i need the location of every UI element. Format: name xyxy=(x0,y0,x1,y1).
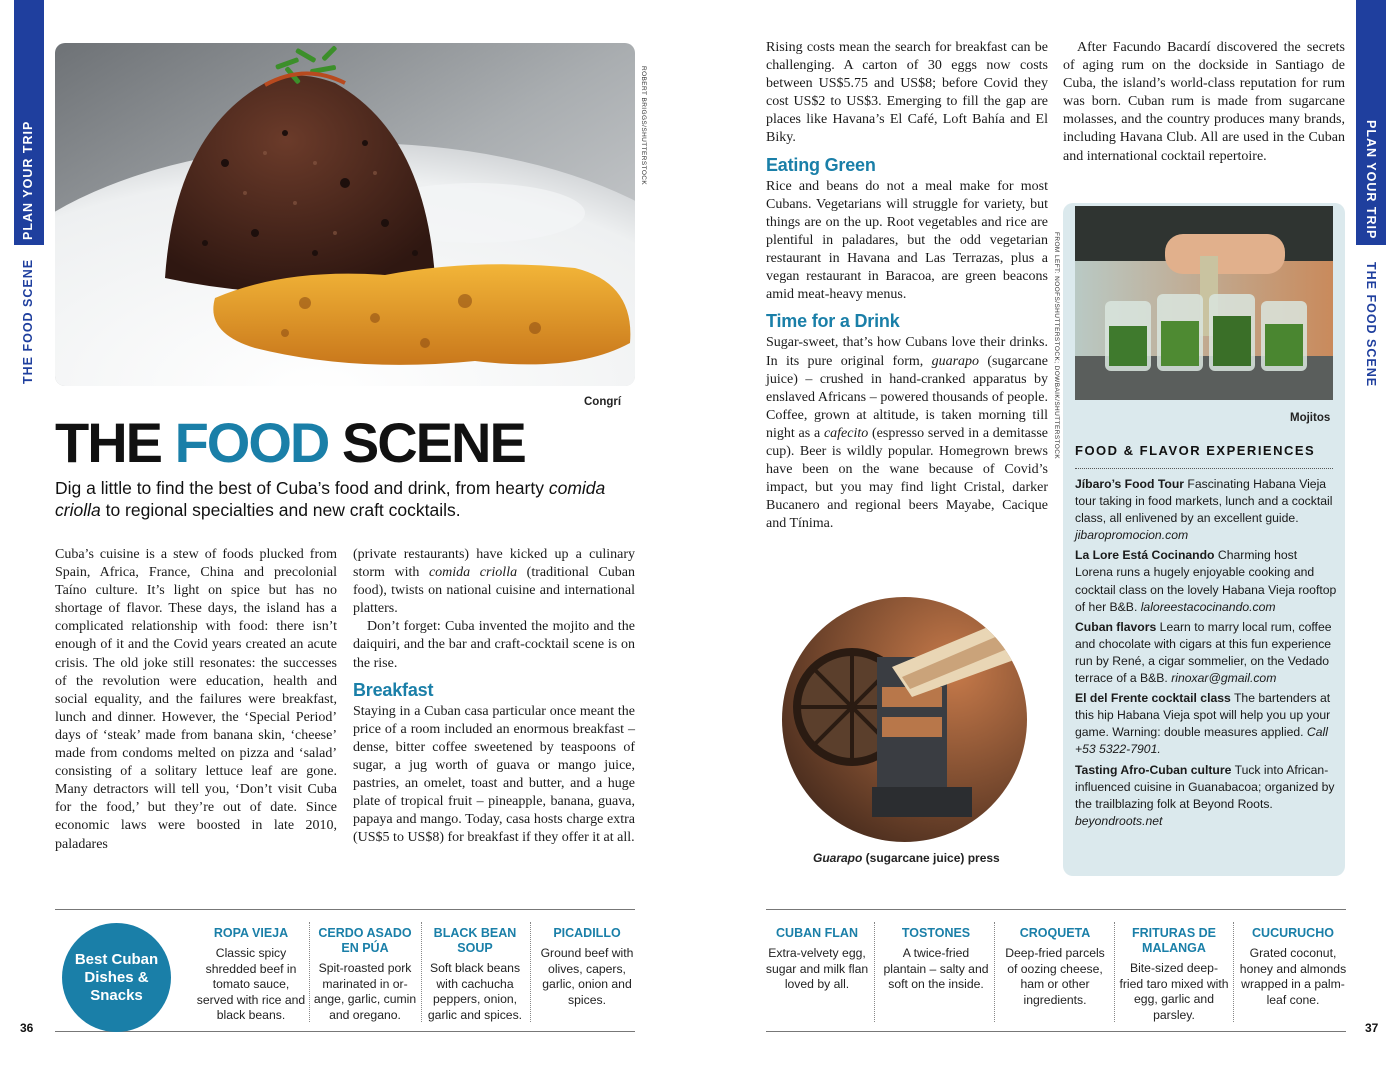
paragraph xyxy=(353,546,635,618)
heading-time-for-a-drink: Time for a Drink xyxy=(766,311,900,332)
title-part-1: THE xyxy=(55,411,175,474)
dish-desc: Grated coconut, honey and almonds wrapped in a palm-leaf cone. xyxy=(1239,946,1347,1007)
text: (espresso served in a demitasse cup). Beer is wildly popular. Homegrown brews have been on the wane because of Covid’s impact, but you may find light Cristal, darker Bucanero and regional beers Mayabe, Cacique and Tínima. xyxy=(766,425,1048,532)
divider xyxy=(1114,922,1115,1022)
list-item xyxy=(1075,762,1337,830)
dish-desc: Extra-velvety egg, sugar and milk flan loved by all. xyxy=(765,946,869,991)
dish-item xyxy=(196,926,306,1024)
photo-credit: FROM LEFT: NOOFS/SHUTTERSTOCK; DOWBAIK/SHUTTERSTOCK xyxy=(1053,232,1060,460)
standfirst-em: comida criolla xyxy=(55,478,606,520)
strip-rule xyxy=(766,909,1346,910)
paragraph: Cuba’s cuisine is a stew of foods plucked from Spain, Africa, France, China and precolonial Taíno culture. It’s light on spice but has no shortage of flavor. These days, the island has a complicated relationship with food: there isn’t enough of it and the Covid years created an acute crisis. The old joke still resonates: the successes of the revolution were education, health and social equality, and the failures were breakfast, lunch and dinner. However, the ‘Special Period’ days of ‘steak’ made from banana skin, ‘cheese’ made from condoms melted on pizza and ‘salad’ consisting of a solitary lettuce leaf are gone. Many detractors will tell you, ‘Don’t visit Cuba for the food,’ but they’re out of date. Since economic laws were boosted in late 2010, paladares xyxy=(55,547,337,852)
page-title xyxy=(55,410,525,475)
dish-name: PICADILLO xyxy=(553,926,621,940)
standfirst xyxy=(55,477,615,521)
title-accent: FOOD xyxy=(174,411,329,474)
paragraph: Rising costs mean the search for breakfast can be challenging. A carton of 30 eggs now costs between US$5.75 and US$8; before Covid they cost US$2 to US$3. Emerging to fill the gap are places like Havana’s El Café, Loft Bahía and El Biky. xyxy=(766,40,1048,146)
entry-name: Cuban flavors xyxy=(1075,619,1157,634)
dish-name: CERDO ASADO EN PÚA xyxy=(318,926,412,955)
body-column-4 xyxy=(1063,39,1345,166)
entry-text: Fascinating Habana Vieja tour taking in food markets, lunch and a cocktail class, all enlivened by an excellent guide. xyxy=(1075,477,1333,526)
guarapo-press-illustration xyxy=(782,597,1027,842)
heading-eating-green: Eating Green xyxy=(766,154,876,175)
paragraph: After Facundo Bacardí discovered the secrets of aging rum on the dockside in Santiago de Cuba, the island’s world-class reputation for rum was born. Cuban rum is made from sugarcane molasses, and the country produces many brands, including Havana Club. All are used in the Cuban and international cocktail repertoire. xyxy=(1063,40,1345,164)
body-column-2 xyxy=(353,546,635,848)
hero-photo-credit: ROBERT BRIGGS/SHUTTERSTOCK xyxy=(640,66,647,186)
dish-item xyxy=(420,926,530,1023)
dish-item xyxy=(1238,926,1348,1008)
standfirst-pre: Dig a little to find the best of Cuba’s food and drink, from hearty xyxy=(55,478,549,498)
entry-text: Tuck into African-influenced cuisine in Guanabacoa; organized by the trailblazing folk at Beyond Roots. xyxy=(1075,762,1335,811)
dish-desc: A twice-fried plantain – salty and soft on the inside. xyxy=(883,946,989,991)
dish-desc: Soft black beans with cachucha peppers, onion, garlic and spices. xyxy=(427,961,523,1022)
dish-item xyxy=(532,926,642,1008)
guarapo-caption xyxy=(813,851,1000,865)
paragraph: Don’t forget: Cuba invented the mojito and the daiquiri, and the bar and craft-cocktail scene is on the rise. xyxy=(353,619,635,671)
text-em: comida criolla xyxy=(428,565,518,581)
dish-name: CUCURUCHO xyxy=(1252,926,1334,940)
dish-item xyxy=(762,926,872,993)
dish-name: ROPA VIEJA xyxy=(213,926,289,940)
entry-name: Jíbaro’s Food Tour xyxy=(1075,477,1185,491)
page-number: 37 xyxy=(1365,1021,1379,1035)
text: (private restaurants) have kicked up a culinary storm with xyxy=(353,547,635,581)
title-part-2: SCENE xyxy=(328,411,525,474)
dish-item xyxy=(1000,926,1110,1008)
mojitos-illustration xyxy=(1075,206,1333,400)
heading-breakfast: Breakfast xyxy=(353,679,434,700)
best-dishes-badge: Best Cuban Dishes & Snacks xyxy=(62,923,171,1032)
sidebar-title: FOOD & FLAVOR EXPERIENCES xyxy=(1075,443,1316,458)
entry-contact: laloreestacocinando.com xyxy=(1140,599,1276,614)
list-item xyxy=(1075,476,1337,544)
dish-desc: Deep-fried parcels of oozing cheese, ham or other ingredients. xyxy=(1005,946,1105,1007)
plan-your-trip-label: PLAN YOUR TRIP xyxy=(1364,120,1378,240)
dish-name: FRITURAS DE MALANGA xyxy=(1131,926,1217,955)
divider xyxy=(874,922,875,1022)
plan-your-trip-label: PLAN YOUR TRIP xyxy=(21,120,35,240)
section-label: THE FOOD SCENE xyxy=(21,258,35,384)
dish-item xyxy=(1119,926,1229,1023)
paragraph: Rice and beans do not a meal make for most Cubans. Vegetarians will struggle for variety, but things are on the up. Root vegetables and rice are plentiful in paladares, but the odd vegetarian restaurant in Havana and Las Terrazas, plus a vegan restaurant in Baracoa, are green beacons amid meat-heavy menus. xyxy=(766,178,1048,303)
mojitos-caption: Mojitos xyxy=(1290,412,1331,424)
dish-name: BLACK BEAN SOUP xyxy=(433,926,517,955)
entry-text: The bartenders at this hip Habana Vieja spot will help you up your game. Warning: double measures applied. xyxy=(1075,691,1331,740)
entry-contact: rinoxar@gmail.com xyxy=(1171,671,1277,686)
experiences-list xyxy=(1075,476,1337,833)
hero-photo-caption: Congrí xyxy=(584,396,622,408)
body-column-3 xyxy=(766,39,1048,533)
text: Sugar-sweet, that’s how Cubans love their drinks. In its pure original form, xyxy=(766,335,1048,369)
text-em: guarapo xyxy=(931,353,980,369)
dish-item xyxy=(881,926,991,993)
list-item xyxy=(1075,619,1337,687)
dish-desc: Ground beef with olives, capers, garlic, onion and spices. xyxy=(540,946,634,1007)
guarapo-press-photo xyxy=(782,597,1027,842)
caption-em: Guarapo xyxy=(813,851,863,865)
dish-name: CUBAN FLAN xyxy=(776,926,858,940)
mojitos-photo xyxy=(1075,206,1333,400)
sidebar-rule xyxy=(1075,468,1333,469)
dish-name: CROQUETA xyxy=(1019,926,1091,940)
page-number: 36 xyxy=(20,1021,34,1035)
dish-name: TOSTONES xyxy=(901,926,971,940)
list-item xyxy=(1075,690,1337,758)
entry-contact: jibaropromocion.com xyxy=(1075,528,1189,543)
dish-item xyxy=(310,926,420,1023)
dish-desc: Spit-roasted pork marinated in orange, garlic, cumin and oregano. xyxy=(313,961,417,1022)
standfirst-post: to regional specialties and new craft cocktails. xyxy=(100,500,461,520)
paragraph: Staying in a Cuban casa particular once meant the price of a room included an enormous breakfast – dense, bitter coffee sweetened by teaspoons of sugar, a jug worth of guava or mango juice, pastries, an omelet, toast and butter, and a huge plate of tropical fruit – pineapple, banana, guava, papaya and mango. Today, casa hosts charge extra (US$5 to US$8) for breakfast if they offer it at all. xyxy=(353,703,635,846)
divider xyxy=(1233,922,1234,1022)
entry-contact: Call +53 5322-7901. xyxy=(1075,725,1328,757)
entry-name: La Lore Está Cocinando xyxy=(1075,548,1215,563)
text: (traditional Cuban food), twists on national cuisine and international platters. xyxy=(353,565,636,617)
entry-contact: beyondroots.net xyxy=(1075,813,1163,828)
dish-desc: Classic spicy shredded beef in tomato sauce, served with rice and black beans. xyxy=(196,946,306,1022)
dish-desc: Bite-sized deep-fried taro mixed with egg, garlic and parsley. xyxy=(1119,961,1229,1022)
entry-text: Learn to marry local rum, coffee and chocolate with cigars at this fun experience run by René, a cigar sommelier, on the Vedado terrace of a B&B. xyxy=(1075,619,1332,686)
strip-rule xyxy=(55,1031,635,1032)
entry-name: Tasting Afro-Cuban culture xyxy=(1075,762,1232,777)
divider xyxy=(530,922,531,1022)
congri-photo xyxy=(55,43,635,386)
section-label: THE FOOD SCENE xyxy=(1364,262,1378,388)
body-column-1 xyxy=(55,546,337,854)
text: (sugarcane juice) – crushed in hand-cranked apparatus by enslaved Africans – powered thousands of people. Coffee, grown at altitude, is taken morning till night as a xyxy=(766,353,1048,441)
entry-name: El del Frente cocktail class xyxy=(1075,691,1231,706)
congri-dish-illustration xyxy=(55,43,635,386)
strip-rule xyxy=(55,909,635,910)
list-item xyxy=(1075,547,1337,615)
divider xyxy=(994,922,995,1022)
caption-text: (sugarcane juice) press xyxy=(862,851,1000,865)
paragraph xyxy=(766,334,1048,533)
text-em: cafecito xyxy=(823,425,869,441)
strip-rule xyxy=(766,1031,1346,1032)
entry-text: Charming host Lorena runs a hugely enjoyable cooking and cocktail class on the lovely Habana Vieja rooftop of her B&B. xyxy=(1075,548,1337,614)
